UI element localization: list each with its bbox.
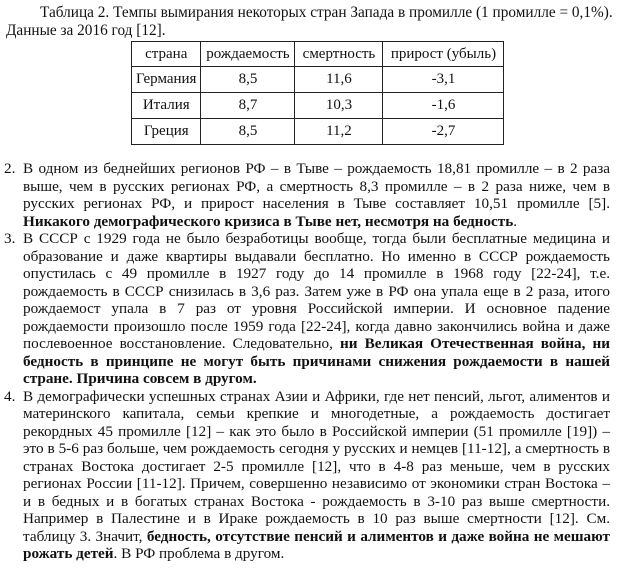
header-birth-rate: рождаемость — [201, 42, 295, 67]
cell-growth: -1,6 — [383, 93, 504, 119]
item-text: В СССР с 1929 года не было безработицы вообще, тогда были бесплатные медицина и образование и даже квартиры выдавали бесплатно. Но именно в СССР рождаемость опустилась с 49 промилле в 1927 году до 14 промилле в 1968 году [22-24], т.е. рождаемость в СССР снизилась в 3,6 раз. Затем уже в РФ она упала еще в 2 раза, итого рождаемост упала в 7 раз от уровня Российской империи. И основное падение рождаемости произошло после 1959 года [22-24], когда давно закончились война и даже послевоенное восстановление. Следовательно, — [23, 230, 610, 352]
item-tail: . В РФ проблема в другом. — [113, 545, 285, 562]
cell-growth: -3,1 — [383, 67, 504, 93]
item-text: В демографически успешных странах Азии и Африки, где нет пенсий, льгот, алиментов и материнского капитала, семьи крепкие и многодетные, а рождаемость достигает рекордных 45 промилле [12] – как это было в Российской империи (51 промилле [19]) – это в 5-6 раз больше, чем рождаемость сегодня у русских и немцев [11-12], а смертность в странах Востока достигает 2-5 промилле [12], что в 4-8 раз меньше, чем в русских регионах России [11-12]. Причем, совершенно независимо от экономики стран Востока – и в бедных и в богатых странах Востока - рождаемость в 3-10 раз выше смертности. Например в Палестине и в Ираке рождаемость в 10 раз выше смертности [12]. См. таблицу 3. Значит, — [23, 387, 610, 545]
caption-line-1: Таблица 2. Темпы вымирания некоторых стран Запада в промилле (1 промилле = 0,1%). — [40, 4, 613, 21]
item-number: 2. — [4, 160, 16, 177]
header-country: страна — [132, 42, 201, 67]
birth-death-table — [131, 41, 504, 145]
item-bold-text: Никакого демографического кризиса в Тыве нет, несмотря на бедность — [23, 212, 514, 230]
item-bold-text: ни Великая Отечественная война, ни бедность в принципе не могут быть причинами снижения рождаемости в нашей стране. Причина совсем в другом. — [23, 335, 610, 387]
cell-death-rate: 10,3 — [295, 93, 383, 119]
cell-birth-rate: 8,5 — [201, 119, 295, 145]
table-row — [132, 119, 504, 145]
header-death-rate: смертность — [295, 42, 383, 67]
header-growth: прирост (убыль) — [383, 42, 504, 67]
cell-birth-rate: 8,7 — [201, 93, 295, 119]
caption-line-2: Данные за 2016 год [12]. — [6, 22, 166, 39]
cell-country: Италия — [132, 93, 201, 119]
cell-country: Германия — [132, 67, 201, 93]
item-number: 4. — [4, 387, 16, 405]
list-item — [0, 160, 620, 230]
item-number: 3. — [4, 230, 16, 247]
item-tail: . — [513, 212, 518, 230]
item-text: В одном из беднейших регионов РФ – в Тыве – рождаемость 18,81 промилле – в 2 раза выше, чем в русских регионах РФ, а смертность 8,3 промилле – в 2 раза ниже, чем в русских регионах РФ, и прирост населения в Тыве составляет 10,51 промилле [5]. — [23, 160, 610, 212]
list-item — [0, 388, 620, 563]
table-header-row — [132, 42, 504, 67]
table-caption — [6, 4, 614, 40]
cell-country: Греция — [132, 119, 201, 145]
list-item — [0, 230, 620, 388]
cell-death-rate: 11,2 — [295, 119, 383, 145]
item-bold-text: бедность, отсутствие пенсий и алиментов и даже война не мешают рожать детей — [23, 527, 610, 562]
cell-growth: -2,7 — [383, 119, 504, 145]
cell-death-rate: 11,6 — [295, 67, 383, 93]
table-row — [132, 93, 504, 119]
table-row — [132, 67, 504, 93]
cell-birth-rate: 8,5 — [201, 67, 295, 93]
numbered-list — [0, 160, 620, 563]
